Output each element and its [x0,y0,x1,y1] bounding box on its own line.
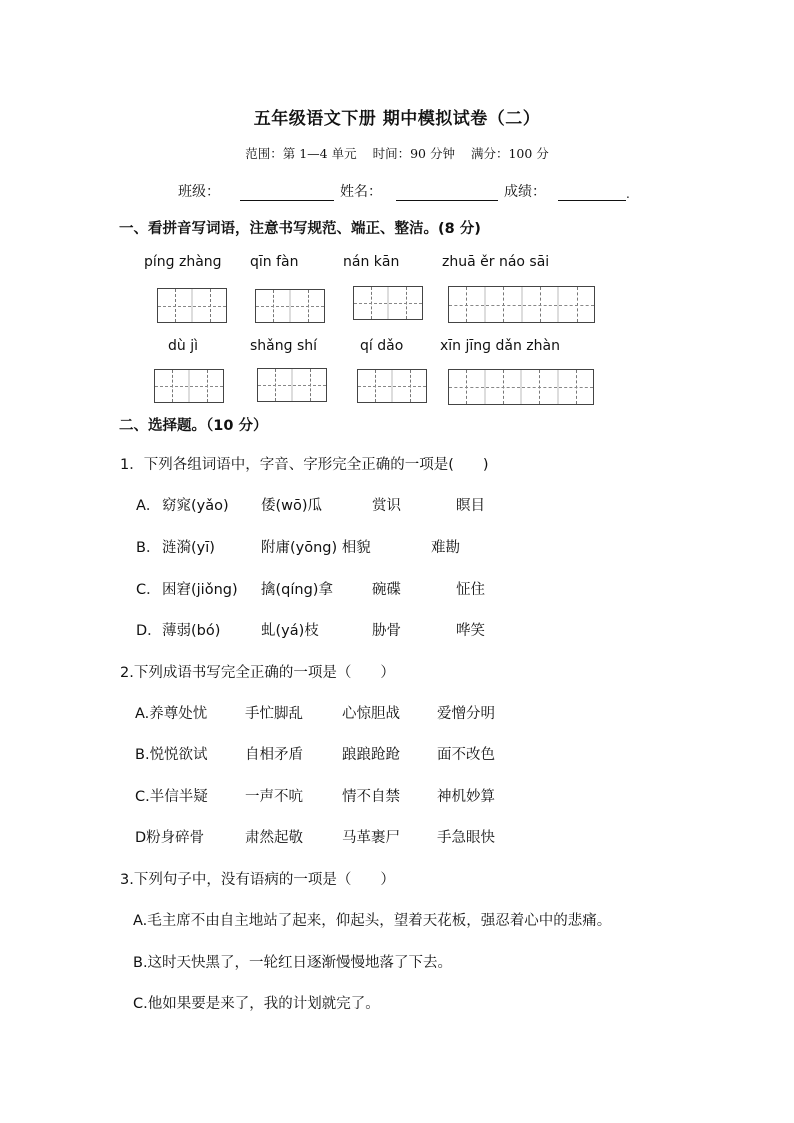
pinyin-3: nán kān [343,254,400,270]
q1-option-a-word: 窈窕(yǎo) [162,498,229,514]
grade-label: 成绩： [504,184,546,200]
writing-grid[interactable] [257,368,327,402]
writing-grid[interactable] [357,369,427,403]
writing-grid[interactable] [157,288,227,323]
q3-option-b: B.这时天快黑了，一轮红日逐渐慢慢地落了下去。 [133,955,453,971]
q1-option-d-label: D． [136,623,162,639]
q1-option-d-word: 薄弱(bó) [162,623,221,639]
page-title: 五年级语文下册 期中模拟试卷（二） [253,109,541,129]
q2-option-d [135,826,204,847]
q1-option-c-word: 怔住 [456,582,485,598]
q1-option-a-word: 倭(wō)瓜 [261,498,323,514]
q2-option-a-word: 心惊胆战 [342,706,400,722]
q2-option-b-word: 自相矛盾 [245,747,303,763]
q2-option-d-word: 肃然起敬 [245,830,303,846]
section1-heading: 一、看拼音写词语，注意书写规范、端正、整洁。(8 分) [119,221,481,237]
end-mark: . [626,187,630,201]
q1-option-b-word: 附庸(yōng) 相貌 [261,540,371,556]
grade-field[interactable] [558,185,626,201]
class-field[interactable] [240,185,334,201]
q2-option-b-word: 面不改色 [437,747,495,763]
pinyin-2: qīn fàn [250,254,299,270]
q2-option-a-word: 手忙脚乱 [245,706,303,722]
class-label: 班级： [178,184,220,200]
q2-option-c-word: 情不自禁 [342,789,400,805]
q2-option-d-word: 粉身碎骨 [146,830,205,846]
q1-option-c-word: 困窘(jiǒng) [162,582,238,598]
q1-option-b-word: 难勘 [431,540,460,556]
writing-grid[interactable] [353,286,423,320]
exam-meta [0,144,794,162]
writing-grid[interactable] [448,286,595,323]
q2-option-b-word: 悦悦欲试 [149,747,208,763]
q2-option-c-label: C. [135,789,150,805]
name-field[interactable] [396,185,498,201]
q2-option-a [135,702,207,723]
writing-grid[interactable] [255,289,325,323]
q2-option-d-word: 手急眼快 [437,830,495,846]
q2-option-a-label: A. [135,706,150,722]
writing-grid[interactable] [448,369,594,405]
question-1-stem: 1．下列各组词语中，字音、字形完全正确的一项是( ) [120,457,489,473]
pinyin-6: shǎnɡ shí [250,338,318,354]
q1-option-b-label: B． [136,540,161,556]
q2-option-c-word: 神机妙算 [437,789,495,805]
pinyin-1: pínɡ zhànɡ [144,254,222,270]
pinyin-5: dù jì [168,338,198,354]
section2-heading: 二、选择题。（10 分） [119,418,268,434]
q3-option-a: A.毛主席不由自主地站了起来，仰起头，望着天花板，强忍着心中的悲痛。 [133,913,612,929]
exam-score: 满分：100 分 [470,146,549,161]
q2-option-a-word: 养尊处忧 [149,706,208,722]
q1-option-c-word: 碗碟 [372,582,401,598]
q2-option-b [135,743,208,764]
q1-option-d-word: 哗笑 [456,623,485,639]
q2-option-b-word: 踉踉跄跄 [342,747,400,763]
q2-option-d-word: 马革裹尸 [342,830,400,846]
name-label: 姓名： [340,184,382,200]
question-2-stem: 2.下列成语书写完全正确的一项是（ ） [120,665,395,681]
student-info [178,181,630,201]
q2-option-d-label: D [135,830,147,846]
q1-option-d-word: 虬(yá)枝 [261,623,319,639]
q1-option-a-label: A． [136,498,161,514]
pinyin-8: xīn jīnɡ dǎn zhàn [440,338,560,354]
q2-option-c-word: 半信半疑 [149,789,208,805]
q1-option-a-word: 赏识 [372,498,401,514]
q2-option-c [135,785,208,806]
q1-option-b-word: 涟漪(yī) [162,540,215,556]
q1-option-d-word: 胁骨 [372,623,401,639]
q1-option-c-label: C． [136,582,161,598]
q2-option-a-word: 爱憎分明 [437,706,495,722]
q2-option-c-word: 一声不吭 [245,789,303,805]
q3-option-c: C.他如果要是来了，我的计划就完了。 [133,996,380,1012]
exam-scope: 范围：第 1—4 单元 [245,146,357,161]
q1-option-a-word: 瞑目 [456,498,485,514]
q1-option-c-word: 擒(qíng)拿 [261,582,333,598]
question-3-stem: 3.下列句子中，没有语病的一项是（ ） [120,872,395,888]
exam-time: 时间：90 分钟 [372,146,455,161]
pinyin-4: zhuā ěr náo sāi [442,254,550,270]
writing-grid[interactable] [154,369,224,403]
pinyin-7: qí dǎo [360,338,404,354]
q2-option-b-label: B. [135,747,150,763]
